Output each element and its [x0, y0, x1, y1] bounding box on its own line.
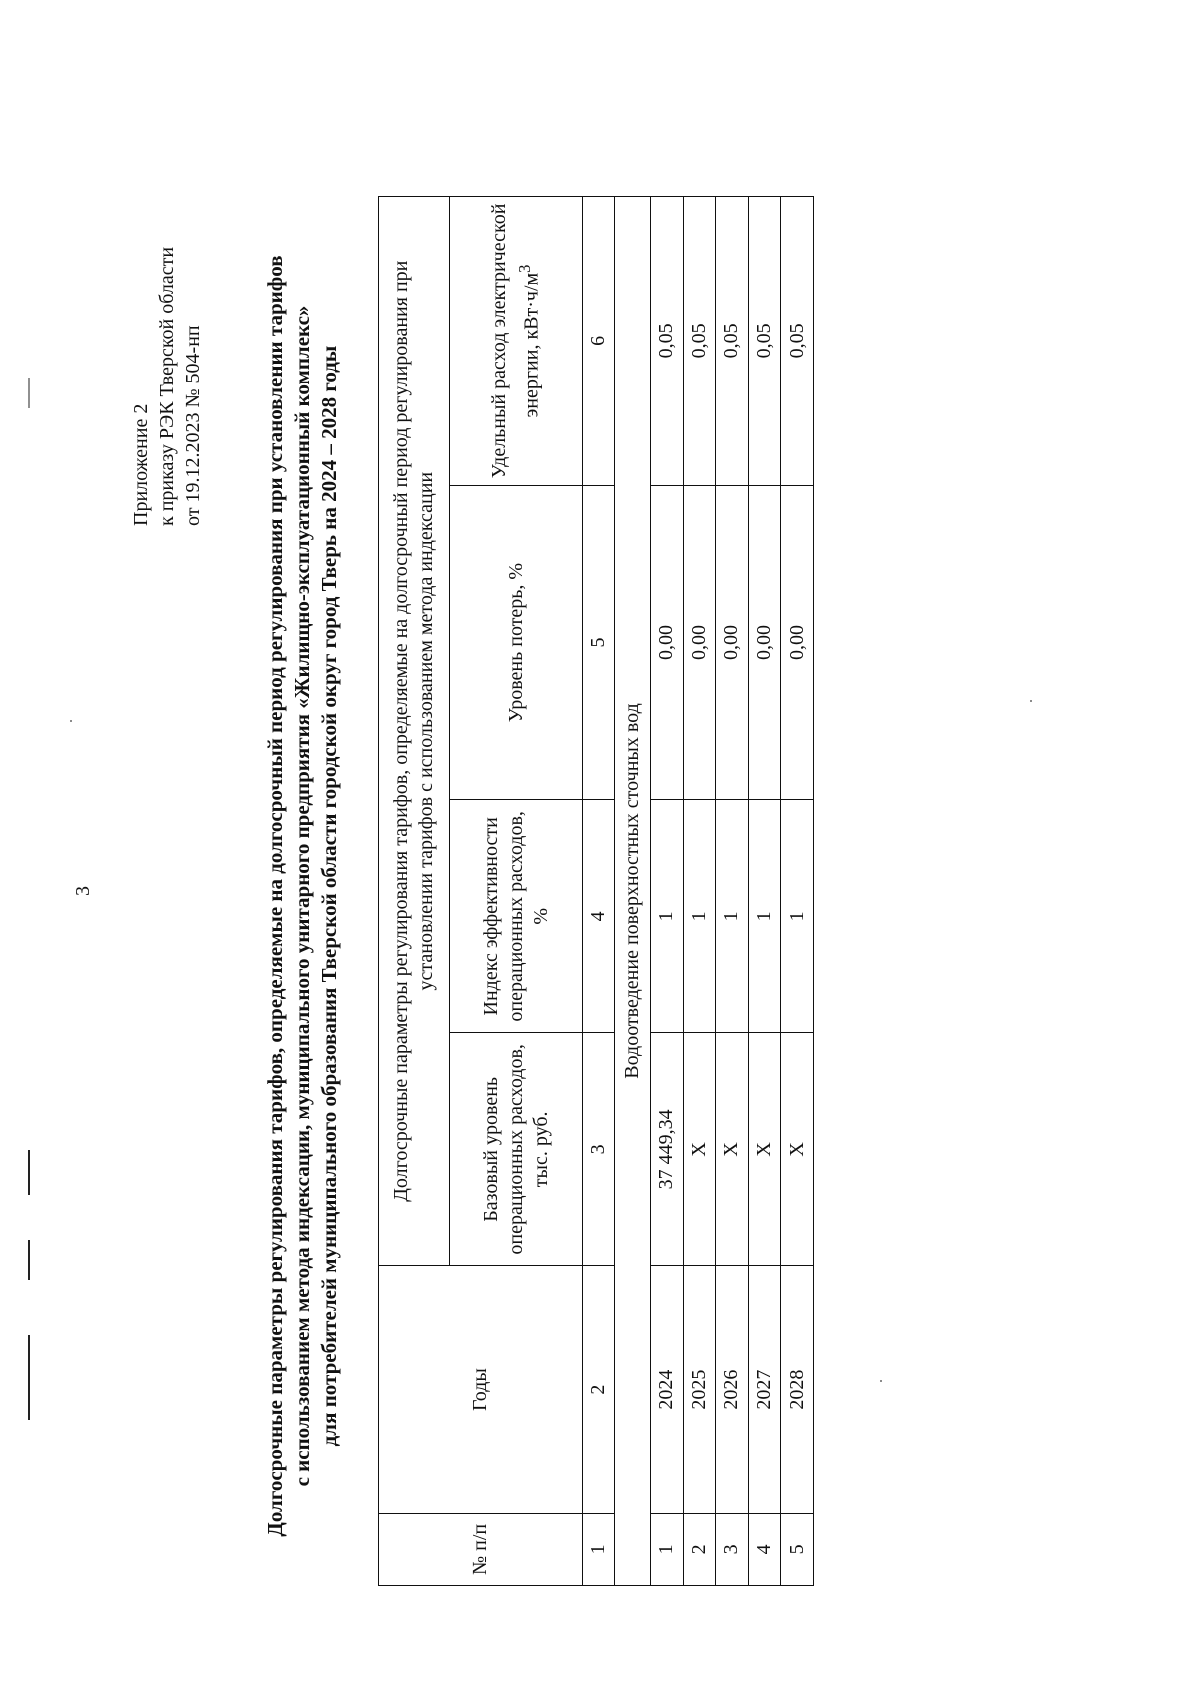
row-efficiency: 1 — [716, 800, 749, 1033]
header-efficiency: Индекс эффективности операционных расходов, % — [450, 800, 582, 1033]
row-num: 1 — [650, 1513, 683, 1585]
row-efficiency: 1 — [683, 800, 716, 1033]
row-base-level: Х — [781, 1033, 814, 1266]
header-losses: Уровень потерь, % — [450, 485, 582, 800]
row-efficiency: 1 — [781, 800, 814, 1033]
header-years: Годы — [379, 1266, 583, 1513]
row-base-level: Х — [683, 1033, 716, 1266]
appendix-line-3: от 19.12.2023 № 504-нп — [182, 325, 204, 526]
header-energy-superscript: 3 — [515, 264, 535, 273]
scan-dot — [1030, 700, 1032, 702]
scan-dot — [70, 720, 72, 722]
appendix-line-2: к приказу РЭК Тверской области — [156, 246, 178, 526]
table-row — [781, 197, 814, 1586]
table-row — [748, 197, 781, 1586]
row-losses: 0,00 — [683, 485, 716, 800]
header-energy — [450, 197, 582, 486]
row-base-level: Х — [716, 1033, 749, 1266]
title-line-3: для потребителей муниципального образования Тверской области городской округ город Тверь на 2024 – 2028 годы — [317, 345, 341, 1447]
header-num: № п/п — [379, 1513, 583, 1585]
scan-mark — [28, 1335, 30, 1420]
header-energy-text: Удельный расход электрической энергии, кВт·ч/м — [488, 203, 543, 479]
table-row — [683, 197, 716, 1586]
row-energy: 0,05 — [650, 197, 683, 486]
col-number: 1 — [582, 1513, 615, 1585]
row-energy: 0,05 — [781, 197, 814, 486]
col-number: 2 — [582, 1266, 615, 1513]
section-row — [615, 197, 651, 1586]
scan-mark — [28, 1150, 30, 1195]
header-group: Долгосрочные параметры регулирования тарифов, определяемые на долгосрочный период регулирования при установлении тарифов с использованием метода индексации — [379, 197, 450, 1266]
column-number-row — [582, 197, 615, 1586]
row-year: 2025 — [683, 1266, 716, 1513]
scan-mark — [28, 1240, 30, 1280]
col-number: 4 — [582, 800, 615, 1033]
row-num: 4 — [748, 1513, 781, 1585]
row-efficiency: 1 — [748, 800, 781, 1033]
row-year: 2028 — [781, 1266, 814, 1513]
row-num: 3 — [716, 1513, 749, 1585]
row-base-level: Х — [748, 1033, 781, 1266]
row-energy: 0,05 — [716, 197, 749, 486]
appendix-line-1: Приложение 2 — [130, 403, 152, 526]
row-base-level: 37 449,34 — [650, 1033, 683, 1266]
appendix-block — [128, 247, 206, 526]
row-losses: 0,00 — [781, 485, 814, 800]
scan-mark — [28, 378, 30, 408]
row-losses: 0,00 — [716, 485, 749, 800]
section-title: Водоотведение поверхностных сточных вод — [615, 197, 651, 1586]
scan-dot — [880, 1380, 882, 1382]
row-year: 2027 — [748, 1266, 781, 1513]
row-num: 2 — [683, 1513, 716, 1585]
col-number: 3 — [582, 1033, 615, 1266]
document-title — [262, 136, 343, 1656]
header-base-level: Базовый уровень операционных расходов, тыс. руб. — [450, 1033, 582, 1266]
title-line-2: с использованием метода индексации, муниципального унитарного предприятия «Жилищно-эксплуатационный комплекс» — [290, 305, 314, 1487]
row-year: 2026 — [716, 1266, 749, 1513]
page-number: 3 — [72, 886, 94, 896]
title-line-1: Долгосрочные параметры регулирования тарифов, определяемые на долгосрочный период регулирования при установлении тарифов — [263, 255, 287, 1537]
row-losses: 0,00 — [748, 485, 781, 800]
row-losses: 0,00 — [650, 485, 683, 800]
row-year: 2024 — [650, 1266, 683, 1513]
col-number: 6 — [582, 197, 615, 486]
row-num: 5 — [781, 1513, 814, 1585]
row-energy: 0,05 — [683, 197, 716, 486]
col-number: 5 — [582, 485, 615, 800]
table-row — [650, 197, 683, 1586]
parameters-table — [378, 196, 814, 1586]
table-row — [716, 197, 749, 1586]
row-energy: 0,05 — [748, 197, 781, 486]
rotated-document-page — [0, 96, 1200, 1696]
row-efficiency: 1 — [650, 800, 683, 1033]
